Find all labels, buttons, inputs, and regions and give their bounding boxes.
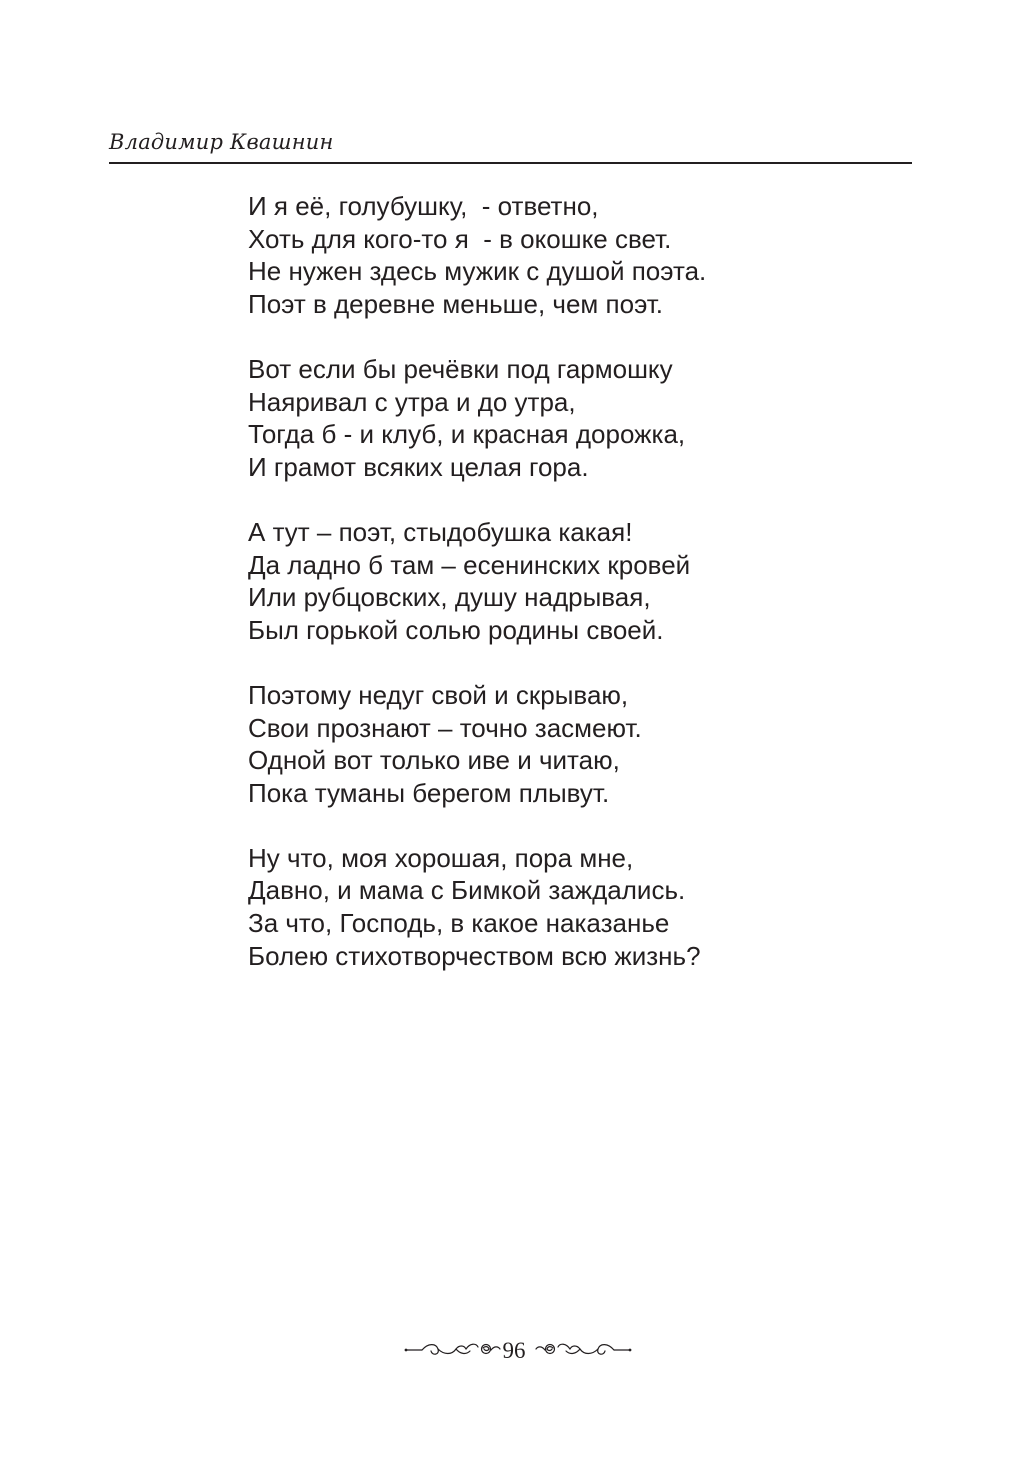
poem-line: Свои прознают – точно засмеют. bbox=[248, 712, 642, 743]
poem-body bbox=[248, 190, 706, 1005]
page-number: 96 bbox=[502, 1338, 526, 1363]
stanza-3 bbox=[248, 516, 706, 646]
poem-line: Хоть для кого-то я - в окошке свет. bbox=[248, 223, 672, 254]
header-rule bbox=[109, 162, 912, 164]
stanza-4 bbox=[248, 679, 706, 809]
poem-line: Или рубцовских, душу надрывая, bbox=[248, 582, 651, 613]
poem-line: Одной вот только иве и читаю, bbox=[248, 745, 620, 776]
flourish-ornament-icon bbox=[532, 1339, 632, 1361]
poem-line: И я её, голубушку, - ответно, bbox=[248, 191, 599, 221]
poem-line: Не нужен здесь мужик с душой поэта. bbox=[248, 256, 707, 287]
poem-line: Был горькой солью родины своей. bbox=[248, 614, 664, 645]
poem-line: Наяривал с утра и до утра, bbox=[248, 386, 576, 417]
poem-line: Давно, и мама с Бимкой заждались. bbox=[248, 875, 686, 906]
poem-line: Вот если бы речёвки под гармошку bbox=[248, 353, 673, 384]
poem-line: За что, Господь, в какое наказанье bbox=[248, 908, 670, 939]
running-header-author: Владимир Квашнин bbox=[109, 130, 334, 154]
stanza-2 bbox=[248, 353, 706, 483]
stanza-5 bbox=[248, 842, 706, 972]
poem-line: Болею стихотворчеством всю жизнь? bbox=[248, 940, 701, 971]
poem-line: Пока туманы берегом плывут. bbox=[248, 777, 610, 808]
poem-line: Ну что, моя хорошая, пора мне, bbox=[248, 842, 634, 873]
page-footer bbox=[0, 1336, 1026, 1366]
flourish-ornament-icon bbox=[404, 1339, 504, 1361]
poem-line: А тут – поэт, стыдобушка какая! bbox=[248, 516, 633, 547]
poem-line: Тогда б - и клуб, и красная дорожка, bbox=[248, 419, 686, 450]
poem-line: Поэтому недуг свой и скрываю, bbox=[248, 679, 629, 710]
poem-line: Да ладно б там – есенинских кровей bbox=[248, 549, 691, 580]
poem-line: И грамот всяких целая гора. bbox=[248, 451, 589, 482]
stanza-1 bbox=[248, 190, 706, 320]
poem-line: Поэт в деревне меньше, чем поэт. bbox=[248, 288, 664, 319]
